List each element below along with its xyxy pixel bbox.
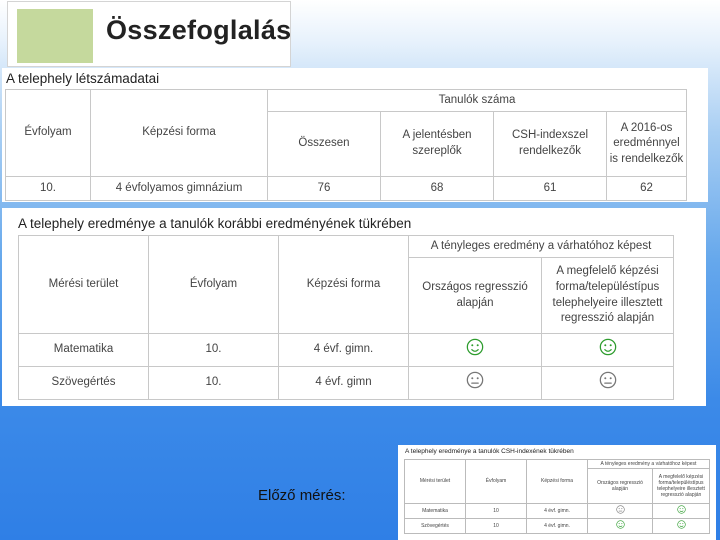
cell-terulet: Szövegértés bbox=[405, 519, 466, 534]
happy-face-icon bbox=[466, 338, 484, 356]
header-meresi-terulet: Mérési terület bbox=[19, 236, 149, 334]
cell-terulet: Szövegértés bbox=[19, 367, 149, 400]
cell-jelentes: 68 bbox=[381, 176, 494, 200]
header-kepzesi-forma: Képzési forma bbox=[279, 236, 409, 334]
headcount-heading: A telephely létszámadatai bbox=[6, 71, 160, 86]
header-evfolyam: Évfolyam bbox=[6, 90, 91, 177]
previous-results-heading: A telephely eredménye a tanulók CSH-indexének tükrében bbox=[405, 448, 574, 455]
previous-results-thumbnail bbox=[398, 445, 716, 540]
header-tenyleges-eredmeny: A tényleges eredmény a várhatóhoz képest bbox=[588, 460, 710, 469]
previous-measurement-caption: Előző mérés: bbox=[258, 487, 346, 504]
prior-results-panel bbox=[2, 208, 706, 406]
table-row bbox=[19, 334, 674, 367]
title-accent-square bbox=[17, 9, 93, 63]
header-tanulok-szama: Tanulók száma bbox=[268, 90, 687, 112]
neutral-face-icon bbox=[466, 371, 484, 389]
header-osszesen: Összesen bbox=[268, 112, 381, 177]
cell-forma: 4 évf. gimn. bbox=[527, 519, 588, 534]
page-title: Összefoglalás bbox=[106, 15, 292, 45]
cell-evfolyam: 10. bbox=[6, 176, 91, 200]
neutral-face-icon bbox=[599, 371, 617, 389]
happy-face-icon bbox=[677, 505, 686, 514]
happy-face-icon bbox=[599, 338, 617, 356]
header-kepzesi-forma: Képzési forma bbox=[91, 90, 268, 177]
cell-evfolyam: 10. bbox=[149, 334, 279, 367]
prior-results-table bbox=[18, 235, 674, 400]
happy-face-icon bbox=[677, 520, 686, 529]
cell-terulet: Matematika bbox=[19, 334, 149, 367]
cell-evfolyam: 10 bbox=[466, 519, 527, 534]
cell-osszesen: 76 bbox=[268, 176, 381, 200]
headcount-panel bbox=[2, 68, 708, 202]
header-kepzesi-forma: Képzési forma bbox=[527, 460, 588, 504]
cell-kepzesi-forma: 4 évfolyamos gimnázium bbox=[91, 176, 268, 200]
prior-results-heading: A telephely eredménye a tanulók korábbi eredményének tükrében bbox=[18, 216, 412, 231]
table-row bbox=[19, 367, 674, 400]
header-megfelelo: A megfelelő képzési forma/településtípus telephelyeire illesztett regresszió alapján bbox=[653, 469, 710, 504]
header-csh: CSH-indexszel rendelkezők bbox=[494, 112, 607, 177]
header-evfolyam: Évfolyam bbox=[149, 236, 279, 334]
table-row bbox=[405, 504, 710, 519]
cell-terulet: Matematika bbox=[405, 504, 466, 519]
neutral-face-icon bbox=[616, 505, 625, 514]
header-evfolyam: Évfolyam bbox=[466, 460, 527, 504]
header-jelentes: A jelentésben szereplők bbox=[381, 112, 494, 177]
previous-results-table bbox=[404, 459, 710, 534]
table-row bbox=[6, 176, 687, 200]
happy-face-icon bbox=[616, 520, 625, 529]
headcount-table bbox=[5, 89, 687, 201]
cell-evfolyam: 10 bbox=[466, 504, 527, 519]
header-meresi-terulet: Mérési terület bbox=[405, 460, 466, 504]
cell-forma: 4 évf. gimn bbox=[279, 367, 409, 400]
header-eredmeny: A 2016-os eredménnyel is rendelkezők bbox=[607, 112, 687, 177]
cell-evfolyam: 10. bbox=[149, 367, 279, 400]
header-tenyleges-eredmeny: A tényleges eredmény a várhatóhoz képest bbox=[409, 236, 674, 258]
title-box bbox=[7, 1, 291, 67]
header-orszagos: Országos regresszió alapján bbox=[409, 258, 542, 334]
table-row bbox=[405, 519, 710, 534]
cell-forma: 4 évf. gimn. bbox=[279, 334, 409, 367]
cell-csh: 61 bbox=[494, 176, 607, 200]
header-orszagos: Országos regresszió alapján bbox=[588, 469, 653, 504]
header-megfelelo: A megfelelő képzési forma/településtípus telephelyeire illesztett regresszió alapján bbox=[542, 258, 674, 334]
cell-forma: 4 évf. gimn. bbox=[527, 504, 588, 519]
cell-eredmeny: 62 bbox=[607, 176, 687, 200]
